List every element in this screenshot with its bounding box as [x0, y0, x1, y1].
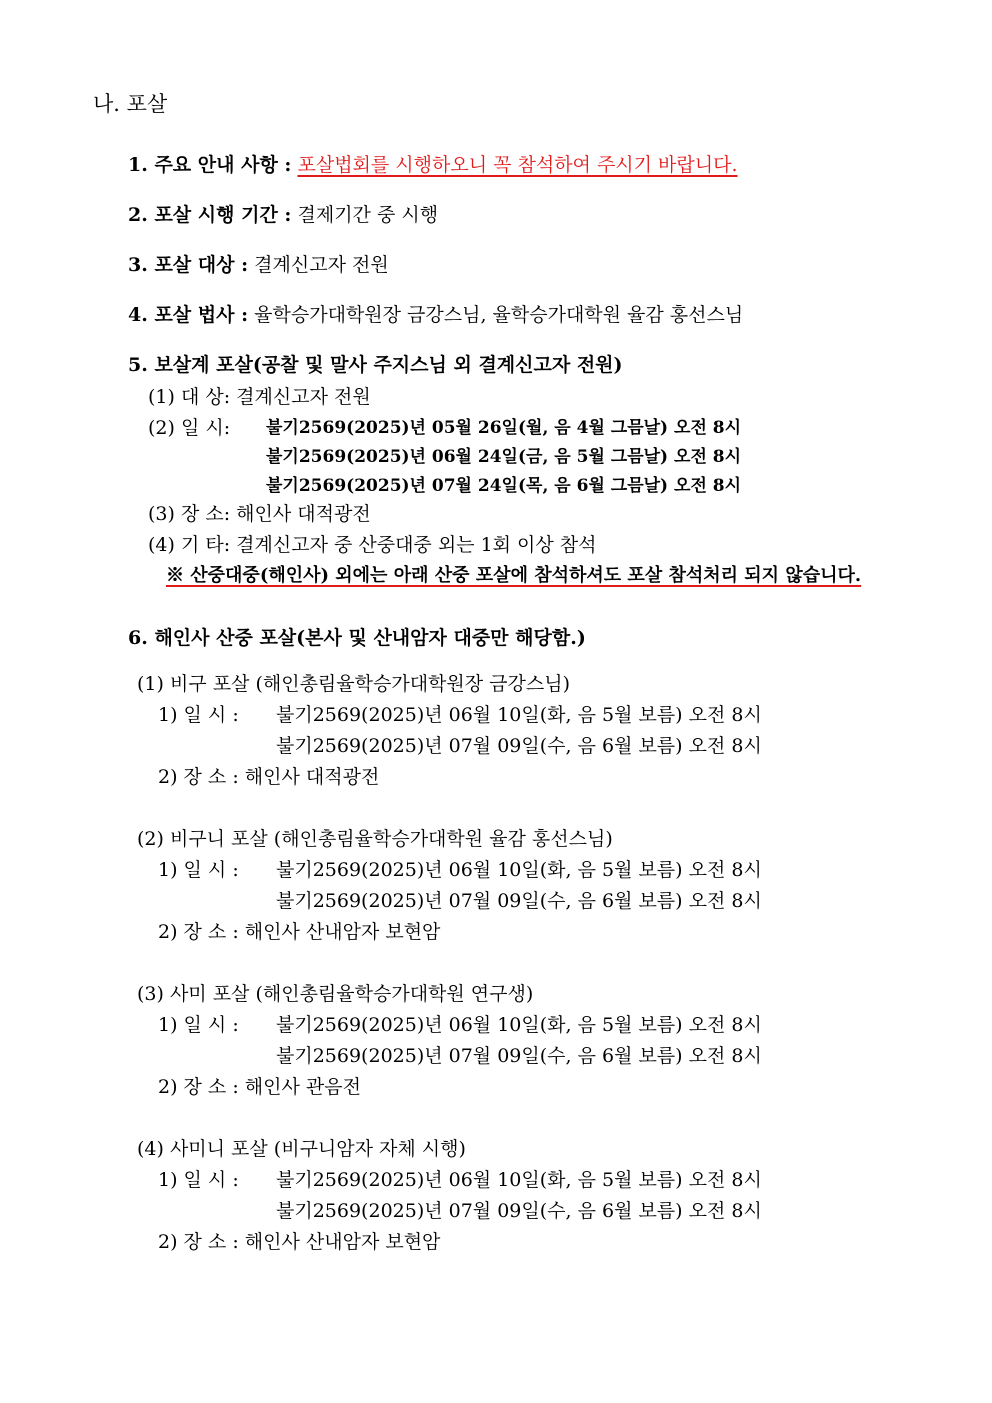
date-value: 불기2569(2025)년 07월 09일(수, 음 6월 보름) 오전 8시	[276, 735, 762, 757]
item-value: 결제기간 중 시행	[297, 204, 439, 226]
section5-place	[148, 505, 371, 524]
date-value: 불기2569(2025)년 06월 10일(화, 음 5월 보름) 오전 8시	[276, 859, 762, 881]
place-label: 2) 장 소 :	[158, 766, 239, 788]
place-label: 2) 장 소 :	[158, 921, 239, 943]
field-value: 결계신고자 전원	[236, 386, 371, 408]
place-label: 2) 장 소 :	[158, 1231, 239, 1253]
bhikkhu-posal-title: (1) 비구 포살 (해인총림율학승가대학원장 금강스님)	[137, 673, 570, 695]
section5-date: 불기2569(2025)년 07월 24일(목, 음 6월 그믐날) 오전 8시	[266, 476, 742, 496]
section5-etc	[148, 536, 597, 555]
date-value: 불기2569(2025)년 07월 09일(수, 음 6월 보름) 오전 8시	[276, 1045, 762, 1067]
section6-heading: 6. 해인사 산중 포살(본사 및 산내암자 대중만 해당함.)	[128, 627, 586, 649]
field-value: 해인사 대적광전	[236, 503, 371, 525]
section5-heading: 5. 보살계 포살(공찰 및 말사 주지스님 외 결계신고자 전원)	[128, 354, 623, 376]
item-label: 2. 포살 시행 기간 :	[128, 204, 292, 226]
place-row	[158, 923, 440, 942]
item-value: 포살법회를 시행하오니 꼭 참석하여 주시기 바랍니다.	[297, 154, 738, 176]
bhikkhuni-posal-title: (2) 비구니 포살 (해인총림율학승가대학원 율감 홍선스님)	[137, 828, 613, 850]
place-value: 해인사 관음전	[244, 1076, 361, 1098]
notice-item	[128, 156, 738, 175]
place-label: 2) 장 소 :	[158, 1076, 239, 1098]
target-item	[128, 256, 389, 275]
place-value: 해인사 산내암자 보현암	[244, 1231, 441, 1253]
samaneri-posal-title: (4) 사미니 포살 (비구니암자 자체 시행)	[137, 1138, 466, 1160]
section5-dates-label: (2) 일 시:	[148, 417, 231, 439]
section5-target	[148, 388, 371, 407]
field-value: 결계신고자 중 산중대중 외는 1회 이상 참석	[236, 534, 597, 556]
section5-date: 불기2569(2025)년 05월 26일(월, 음 4월 그믐날) 오전 8시	[266, 418, 742, 438]
date-label: 1) 일 시 :	[158, 704, 239, 726]
section5-date: 불기2569(2025)년 06월 24일(금, 음 5월 그믐날) 오전 8시	[266, 447, 742, 467]
item-label: 4. 포살 법사 :	[128, 304, 249, 326]
item-value: 결계신고자 전원	[254, 254, 389, 276]
field-label: (1) 대 상:	[148, 386, 231, 408]
date-label: 1) 일 시 :	[158, 1014, 239, 1036]
master-item	[128, 306, 743, 325]
period-item	[128, 206, 438, 225]
place-value: 해인사 대적광전	[244, 766, 380, 788]
section5-notice: ※ 산중대중(해인사) 외에는 아래 산중 포살에 참석하셔도 포살 참석처리 되지 않습니다.	[166, 565, 862, 586]
date-value: 불기2569(2025)년 06월 10일(화, 음 5월 보름) 오전 8시	[276, 704, 762, 726]
item-value: 율학승가대학원장 금강스님, 율학승가대학원 율감 홍선스님	[254, 304, 744, 326]
field-label: (4) 기 타:	[148, 534, 231, 556]
date-value: 불기2569(2025)년 06월 10일(화, 음 5월 보름) 오전 8시	[276, 1169, 762, 1191]
date-value: 불기2569(2025)년 07월 09일(수, 음 6월 보름) 오전 8시	[276, 890, 762, 912]
samanera-posal-title: (3) 사미 포살 (해인총림율학승가대학원 연구생)	[137, 983, 534, 1005]
page-title: 나. 포살	[93, 92, 168, 116]
item-label: 3. 포살 대상 :	[128, 254, 249, 276]
place-row	[158, 1078, 361, 1097]
item-label: 1. 주요 안내 사항 :	[128, 154, 292, 176]
place-value: 해인사 산내암자 보현암	[244, 921, 441, 943]
place-row	[158, 1233, 440, 1252]
date-label: 1) 일 시 :	[158, 1169, 239, 1191]
date-value: 불기2569(2025)년 07월 09일(수, 음 6월 보름) 오전 8시	[276, 1200, 762, 1222]
date-label: 1) 일 시 :	[158, 859, 239, 881]
place-row	[158, 768, 379, 787]
date-value: 불기2569(2025)년 06월 10일(화, 음 5월 보름) 오전 8시	[276, 1014, 762, 1036]
field-label: (3) 장 소:	[148, 503, 231, 525]
